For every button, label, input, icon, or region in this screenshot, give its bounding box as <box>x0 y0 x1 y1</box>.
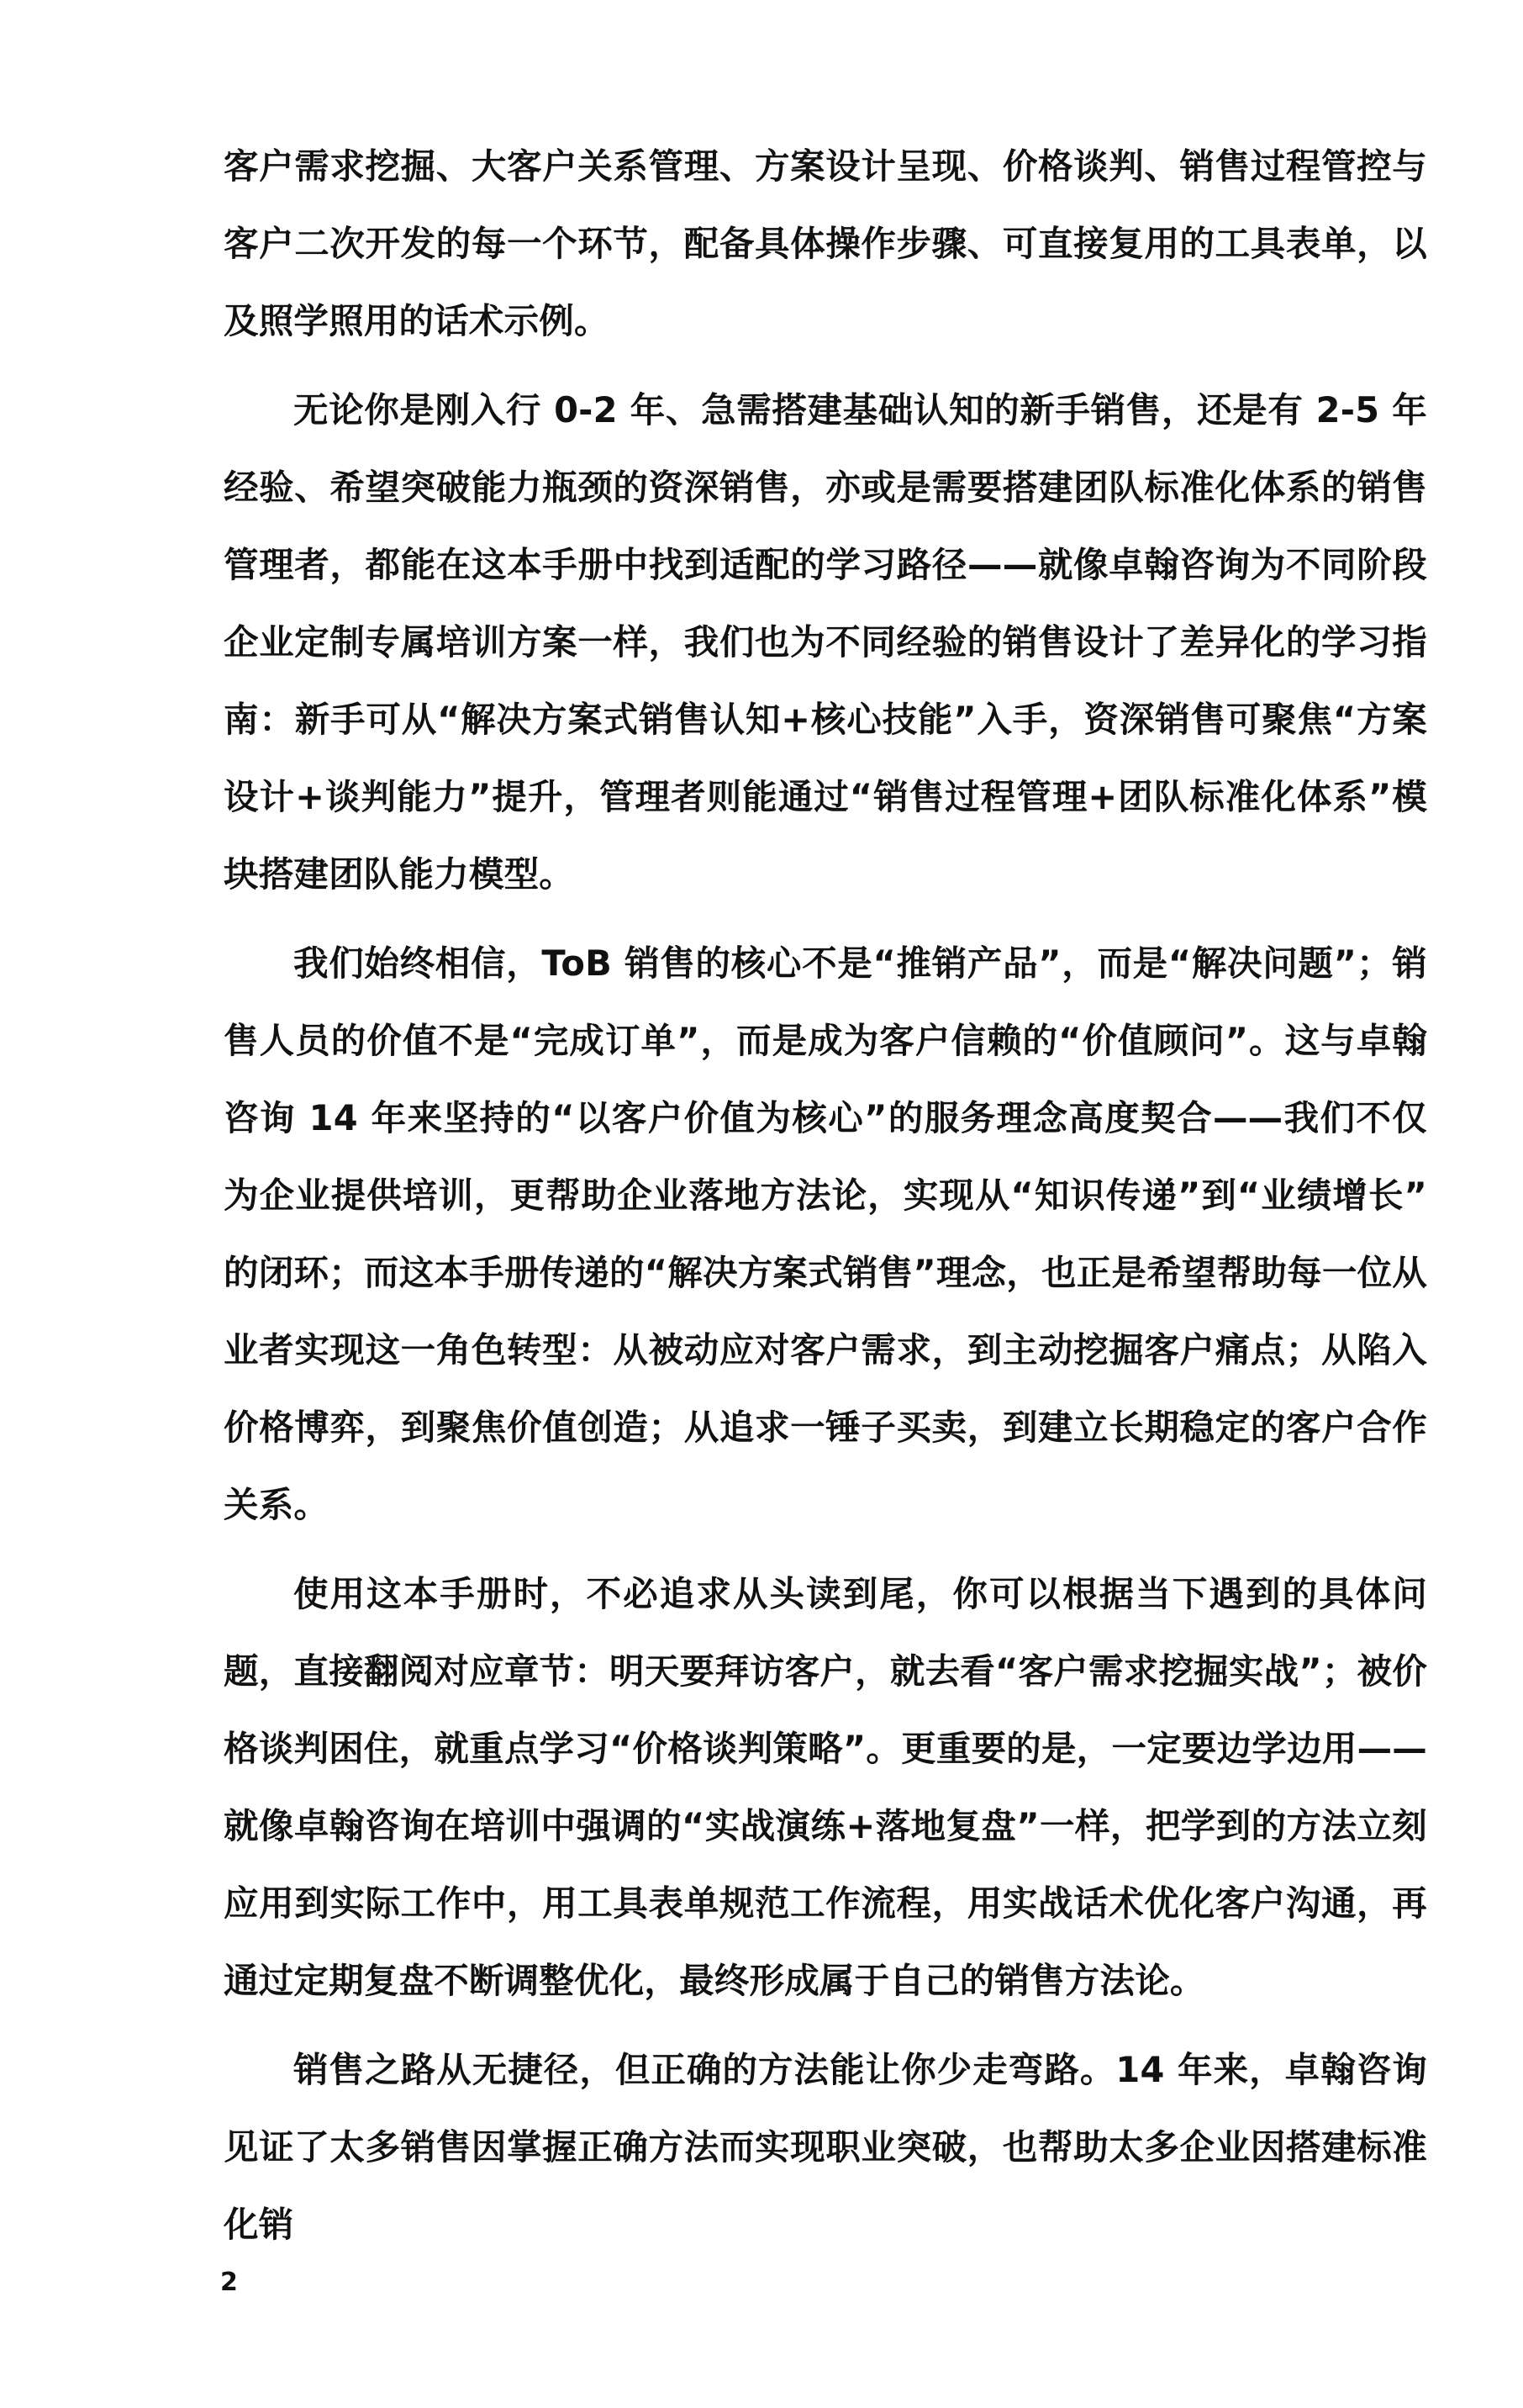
paragraph-belief: 我们始终相信，ToB 销售的核心不是“推销产品”，而是“解决问题”；销售人员的价值不是“完成订单”，而是成为客户信赖的“价值顾问”。这与卓翰咨询 14 年来坚持的“以客户价值为核心”的服务理念高度契合——我们不仅为企业提供培训，更帮助企业落地方法论，实现从“知识传递”到“业绩增长”的闭环；而这本手册传递的“解决方案式销售”理念，也正是希望帮助每一位从业者实现这一角色转型：从被动应对客户需求，到主动挖掘客户痛点；从陷入价格博弈，到聚焦价值创造；从追求一锤子买卖，到建立长期稳定的客户合作关系。 <box>224 943 1427 1525</box>
paragraph-closing: 销售之路从无捷径，但正确的方法能让你少走弯路。14 年来，卓翰咨询见证了太多销售因掌握正确方法而实现职业突破，也帮助太多企业因搭建标准化销 <box>224 2049 1427 2245</box>
page-number: 2 <box>220 2268 238 2297</box>
paragraph-audience: 无论你是刚入行 0-2 年、急需搭建基础认知的新手销售，还是有 2-5 年经验、希望突破能力瓶颈的资深销售，亦或是需要搭建团队标准化体系的销售管理者，都能在这本手册中找到适配的学习路径——就像卓翰咨询为不同阶段企业定制专属培训方案一样，我们也为不同经验的销售设计了差异化的学习指南：新手可从“解决方案式销售认知+核心技能”入手，资深销售可聚焦“方案设计+谈判能力”提升，管理者则能通过“销售过程管理+团队标准化体系”模块搭建团队能力模型。 <box>224 389 1427 895</box>
document-text-body <box>224 128 1427 2263</box>
paragraph-continuation: 客户需求挖掘、大客户关系管理、方案设计呈现、价格谈判、销售过程管控与客户二次开发的每一个环节，配备具体操作步骤、可直接复用的工具表单，以及照学照用的话术示例。 <box>224 145 1427 341</box>
paragraph-usage: 使用这本手册时，不必追求从头读到尾，你可以根据当下遇到的具体问题，直接翻阅对应章节：明天要拜访客户，就去看“客户需求挖掘实战”；被价格谈判困住，就重点学习“价格谈判策略”。更重要的是，一定要边学边用——就像卓翰咨询在培训中强调的“实战演练+落地复盘”一样，把学到的方法立刻应用到实际工作中，用工具表单规范工作流程，用实战话术优化客户沟通，再通过定期复盘不断调整优化，最终形成属于自己的销售方法论。 <box>224 1573 1427 2001</box>
